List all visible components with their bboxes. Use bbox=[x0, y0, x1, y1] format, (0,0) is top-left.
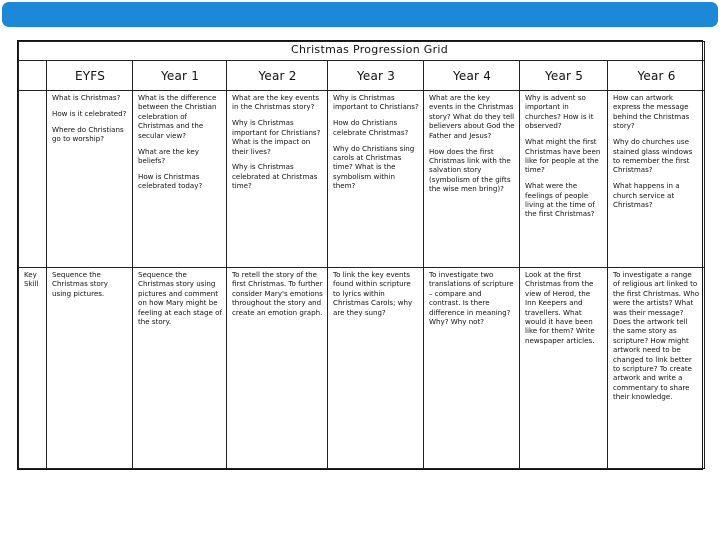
question: Why do Christians sing carols at Christmas time? What is the symbolism within them? bbox=[333, 143, 415, 191]
question: Why is Christmas celebrated at Christmas time? bbox=[232, 162, 318, 191]
progression-grid bbox=[17, 40, 703, 470]
question: What might the first Christmas have been like for people at the time? bbox=[525, 137, 601, 175]
question: Why is Christmas important for Christians? What is the impact on their lives? bbox=[232, 118, 321, 156]
question: What are the key events in the Christmas story? What do they tell believers about God the Father and Jesus? bbox=[429, 93, 515, 140]
skill-eyfs bbox=[47, 268, 133, 469]
question: What is the difference between the Christian celebration of Christmas and the secular view? bbox=[138, 93, 217, 140]
skill-year-4 bbox=[424, 268, 520, 469]
grid-title: Christmas Progression Grid bbox=[291, 43, 449, 56]
question: What happens in a church service at Christmas? bbox=[613, 181, 680, 210]
skill-text: Sequence the Christmas story using pictures. bbox=[52, 270, 108, 298]
skill-year-3 bbox=[328, 268, 424, 469]
skill-text: To investigate a range of religious art linked to the first Christmas. Who were the artists? What was their message? Does the artwork tell the same story as scripture? How might artwork need to be changed to link better to scripture? To create artwork and write a commentary to share their knowledge. bbox=[613, 270, 700, 402]
skill-year-6 bbox=[608, 268, 705, 469]
header-year-1: Year 1 bbox=[133, 61, 227, 91]
year-header-row bbox=[19, 61, 705, 91]
questions-year-3 bbox=[328, 91, 424, 268]
questions-year-4 bbox=[424, 91, 520, 268]
header-corner bbox=[19, 61, 47, 91]
question: Where do Christians go to worship? bbox=[52, 124, 124, 144]
questions-eyfs bbox=[47, 91, 133, 268]
question: Why is Christmas important to Christians? bbox=[333, 93, 419, 112]
questions-year-1 bbox=[133, 91, 227, 268]
questions-year-6 bbox=[608, 91, 705, 268]
question: Why is advent so important in churches? How is it observed? bbox=[525, 93, 594, 131]
key-skill-label: Key Skill bbox=[19, 268, 47, 469]
key-skill-row bbox=[19, 268, 705, 469]
questions-row-label bbox=[19, 91, 47, 268]
question: How do Christians celebrate Christmas? bbox=[333, 118, 409, 137]
question: How can artwork express the message behind the Christmas story? bbox=[613, 93, 690, 131]
question: How is it celebrated? bbox=[52, 108, 127, 118]
top-banner bbox=[0, 0, 720, 30]
question: What are the key beliefs? bbox=[138, 146, 199, 165]
skill-text: To link the key events found within scripture to lyrics within Christmas Carols; why are they sung? bbox=[333, 270, 413, 317]
header-year-2: Year 2 bbox=[227, 61, 328, 91]
header-year-3: Year 3 bbox=[328, 61, 424, 91]
question: How is Christmas celebrated today? bbox=[138, 171, 203, 191]
skill-text: To investigate two translations of scripture – compare and contrast. Is there difference in meaning? Why? Why not? bbox=[429, 270, 514, 327]
questions-year-5 bbox=[520, 91, 608, 268]
header-eyfs: EYFS bbox=[47, 61, 133, 91]
grid-title-cell bbox=[19, 42, 705, 61]
skill-text: To retell the story of the first Christmas. To further consider Mary's emotions throughout the story and create an emotion graph. bbox=[232, 270, 323, 317]
skill-year-2 bbox=[227, 268, 328, 469]
question: What are the key events in the Christmas story? bbox=[232, 93, 320, 112]
question: Why do churches use stained glass windows to remember the first Christmas? bbox=[613, 137, 693, 175]
skill-text: Sequence the Christmas story using pictures and comment on how Mary might be feeling at each stage of the story. bbox=[138, 270, 222, 327]
questions-year-2 bbox=[227, 91, 328, 268]
header-year-4: Year 4 bbox=[424, 61, 520, 91]
question: What were the feelings of people living at the time of the first Christmas? bbox=[525, 181, 595, 219]
skill-text: Look at the first Christmas from the view of Herod, the Inn Keepers and travellers. What would it have been like for them? Write newspaper articles. bbox=[525, 270, 595, 345]
question: What is Christmas? bbox=[52, 93, 121, 102]
header-year-6: Year 6 bbox=[608, 61, 705, 91]
questions-row bbox=[19, 91, 705, 268]
question: How does the first Christmas link with the salvation story (symbolism of the gifts the wise men bring)? bbox=[429, 146, 511, 194]
progression-table bbox=[18, 41, 705, 469]
skill-year-1 bbox=[133, 268, 227, 469]
banner-bar bbox=[2, 2, 718, 27]
skill-year-5 bbox=[520, 268, 608, 469]
header-year-5: Year 5 bbox=[520, 61, 608, 91]
